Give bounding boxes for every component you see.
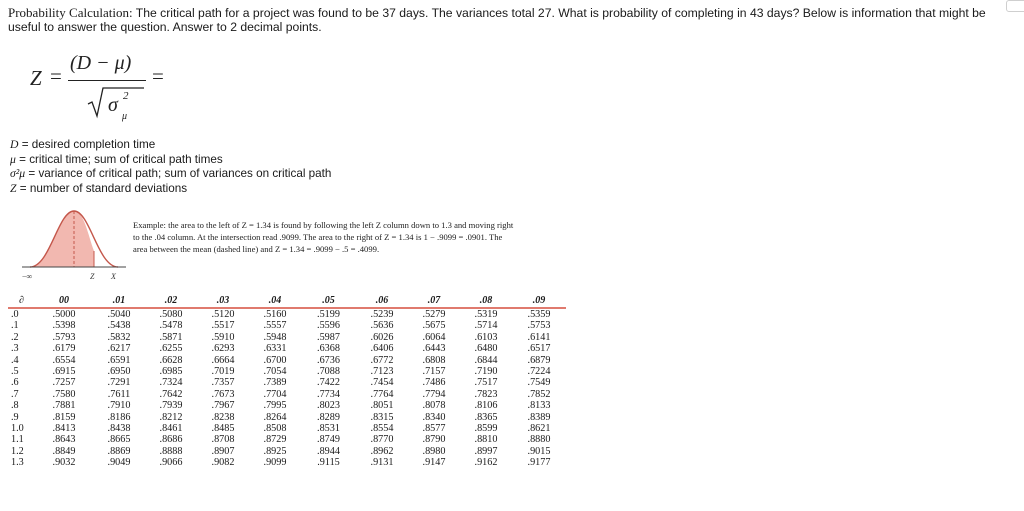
table-cell: .7673	[211, 388, 235, 400]
formula-equals: =	[50, 64, 62, 88]
table-cell: .6517	[527, 343, 551, 355]
table-cell: .8554	[370, 422, 394, 434]
row-z-value: .1	[11, 320, 19, 332]
table-cell: .6141	[527, 331, 551, 343]
table-cell: .5753	[527, 320, 551, 332]
table-cell: .6293	[211, 343, 235, 355]
z-table	[8, 293, 566, 468]
column-header: .01	[93, 293, 145, 308]
formula-trailing-equals: =	[152, 64, 164, 88]
table-row	[8, 366, 566, 377]
table-cell: .8810	[474, 434, 498, 446]
column-header: .04	[249, 293, 301, 308]
table-cell: .7734	[317, 388, 340, 400]
row-z-value: 1.3	[11, 457, 24, 469]
table-cell: .8997	[474, 445, 498, 457]
table-cell: .8264	[263, 411, 287, 423]
table-cell: .8907	[211, 445, 235, 457]
table-row	[8, 389, 566, 400]
table-cell: .8212	[159, 411, 183, 423]
table-row	[8, 434, 566, 445]
table-cell: .8315	[370, 411, 394, 423]
table-cell: .7088	[317, 365, 340, 377]
table-cell: .8413	[52, 422, 76, 434]
table-cell: .8980	[422, 445, 446, 457]
row-z-value: .3	[11, 343, 19, 355]
row-z-value: .5	[11, 365, 19, 377]
row-z-value: 1.2	[11, 445, 24, 457]
table-cell: .5517	[211, 320, 235, 332]
table-cell: .6443	[422, 343, 446, 355]
table-cell: .7580	[52, 388, 76, 400]
table-cell: .9032	[52, 457, 76, 469]
table-cell: .8880	[527, 434, 551, 446]
table-cell: .7704	[263, 388, 287, 400]
table-cell: .7823	[474, 388, 498, 400]
row-z-value: 1.1	[11, 434, 24, 446]
row-z-value: .9	[11, 411, 19, 423]
column-header: .07	[408, 293, 460, 308]
table-cell: .8888	[159, 445, 183, 457]
table-cell: .7454	[370, 377, 394, 389]
table-cell: .7019	[211, 365, 235, 377]
table-cell: .5359	[527, 309, 551, 320]
question-label: Probability Calculation:	[8, 5, 133, 20]
table-cell: .7881	[52, 400, 76, 412]
table-cell: .5160	[263, 309, 287, 320]
x-axis-label: X	[111, 272, 116, 281]
table-row	[8, 457, 566, 468]
table-cell: .8159	[52, 411, 76, 423]
table-cell: .8186	[107, 411, 131, 423]
table-cell: .5948	[263, 331, 287, 343]
table-cell: .8770	[370, 434, 394, 446]
table-cell: .9015	[527, 445, 551, 457]
row-z-value: .6	[11, 377, 19, 389]
table-cell: .7291	[107, 377, 131, 389]
table-cell: .5557	[263, 320, 287, 332]
column-header: 00	[35, 293, 93, 308]
table-cell: .9066	[159, 457, 183, 469]
table-cell: .5478	[159, 320, 183, 332]
table-cell: .8925	[263, 445, 287, 457]
table-cell: .5596	[317, 320, 340, 332]
table-cell: .9162	[474, 457, 498, 469]
table-cell: .6950	[107, 365, 131, 377]
table-cell: .8051	[370, 400, 394, 412]
table-cell: .8621	[527, 422, 551, 434]
column-header: .02	[145, 293, 197, 308]
table-body	[8, 308, 566, 468]
table-cell: .8389	[527, 411, 551, 423]
sigma-subscript: μ	[122, 111, 128, 122]
table-cell: .9049	[107, 457, 131, 469]
table-row	[8, 332, 566, 343]
table-cell: .7910	[107, 400, 131, 412]
table-cell: .9147	[422, 457, 446, 469]
table-cell: .6628	[159, 354, 183, 366]
table-cell: .7257	[52, 377, 76, 389]
table-cell: .5398	[52, 320, 76, 332]
table-cell: .8599	[474, 422, 498, 434]
definition-z: Z = number of standard deviations	[10, 181, 188, 195]
table-cell: .5279	[422, 309, 446, 320]
table-cell: .7054	[263, 365, 287, 377]
example-text: Example: the area to the left of Z = 1.34 is found by following the left Z column down to 1.3 and moving right to the .04 column. At the intersection read .9099. The area to the right of Z = 1.34 is 1 − .9099 = .0901. The area between the mean (dashed line) and Z = 1.34 = .9099 − .5 = .4099.	[133, 220, 514, 254]
table-cell: .8238	[211, 411, 235, 423]
table-cell: .7422	[317, 377, 340, 389]
table-cell: .6064	[422, 331, 446, 343]
table-cell: .6554	[52, 354, 76, 366]
table-cell: .7611	[107, 388, 131, 400]
table-cell: .8133	[527, 400, 551, 412]
table-cell: .7389	[263, 377, 287, 389]
z-axis-label: Z	[90, 272, 95, 281]
neg-infinity-label: −∞	[22, 272, 33, 281]
table-cell: .8023	[317, 400, 340, 412]
table-cell: .5871	[159, 331, 183, 343]
table-cell: .6808	[422, 354, 446, 366]
z-formula	[30, 50, 170, 130]
table-cell: .7324	[159, 377, 183, 389]
table-row	[8, 343, 566, 354]
table-cell: .5040	[107, 309, 131, 320]
table-row	[8, 377, 566, 388]
table-cell: .6480	[474, 343, 498, 355]
sigma-symbol: σ	[108, 94, 118, 116]
table-cell: .7123	[370, 365, 394, 377]
formula-numerator: (D − μ)	[70, 52, 132, 74]
question-text	[8, 6, 1008, 34]
table-cell: .5319	[474, 309, 498, 320]
table-cell: .7642	[159, 388, 183, 400]
row-z-value: 1.0	[11, 422, 24, 434]
table-cell: .6879	[527, 354, 551, 366]
table-cell: .6700	[263, 354, 287, 366]
table-cell: .6844	[474, 354, 498, 366]
definition-mu: μ = critical time; sum of critical path times	[10, 152, 223, 166]
table-cell: .8438	[107, 422, 131, 434]
row-z-value: .8	[11, 400, 19, 412]
table-cell: .5636	[370, 320, 394, 332]
column-header: .09	[512, 293, 566, 308]
table-cell: .8340	[422, 411, 446, 423]
table-cell: .9131	[370, 457, 394, 469]
table-cell: .6255	[159, 343, 183, 355]
table-cell: .8665	[107, 434, 131, 446]
table-cell: .8729	[263, 434, 287, 446]
definition-variance: σ²μ = variance of critical path; sum of variances on critical path	[10, 167, 332, 180]
row-z-value: .2	[11, 331, 19, 343]
row-z-value: .4	[11, 354, 19, 366]
table-cell: .8944	[317, 445, 340, 457]
table-cell: .5987	[317, 331, 340, 343]
table-cell: .6103	[474, 331, 498, 343]
table-cell: .7967	[211, 400, 235, 412]
table-cell: .5000	[52, 309, 76, 320]
table-cell: .5199	[317, 309, 340, 320]
table-cell: .9177	[527, 457, 551, 469]
table-header-row	[8, 293, 566, 308]
table-cell: .7190	[474, 365, 498, 377]
table-cell: .6331	[263, 343, 287, 355]
formula-z: Z	[30, 66, 42, 90]
table-cell: .8962	[370, 445, 394, 457]
formula-denominator	[86, 82, 146, 122]
table-cell: .8577	[422, 422, 446, 434]
normal-curve-illustration	[22, 205, 132, 283]
table-cell: .6026	[370, 331, 394, 343]
table-cell: .8531	[317, 422, 340, 434]
table-cell: .7486	[422, 377, 446, 389]
table-cell: .8461	[159, 422, 183, 434]
table-cell: .8708	[211, 434, 235, 446]
definitions-list	[10, 138, 331, 196]
table-cell: .9099	[263, 457, 287, 469]
table-cell: .8849	[52, 445, 76, 457]
table-cell: .6179	[52, 343, 76, 355]
table-cell: .7794	[422, 388, 446, 400]
table-cell: .8078	[422, 400, 446, 412]
table-row	[8, 320, 566, 331]
table-cell: .8643	[52, 434, 76, 446]
table-row	[8, 355, 566, 366]
table-cell: .7517	[474, 377, 498, 389]
table-cell: .6985	[159, 365, 183, 377]
table-cell: .6591	[107, 354, 131, 366]
column-header: .06	[356, 293, 408, 308]
table-cell: .5239	[370, 309, 394, 320]
table-cell: .6217	[107, 343, 131, 355]
table-cell: .6736	[317, 354, 340, 366]
table-cell: .7357	[211, 377, 235, 389]
column-header: .05	[301, 293, 356, 308]
table-cell: .5438	[107, 320, 131, 332]
definition-d: D = desired completion time	[10, 138, 156, 151]
table-row	[8, 308, 566, 320]
table-cell: .8485	[211, 422, 235, 434]
table-row	[8, 446, 566, 457]
table-cell: .8365	[474, 411, 498, 423]
table-cell: .6772	[370, 354, 394, 366]
table-cell: .8289	[317, 411, 340, 423]
table-cell: .5675	[422, 320, 446, 332]
table-cell: .7224	[527, 365, 551, 377]
table-cell: .5910	[211, 331, 235, 343]
table-cell: .8790	[422, 434, 446, 446]
table-cell: .7157	[422, 365, 446, 377]
table-cell: .8106	[474, 400, 498, 412]
table-cell: .8508	[263, 422, 287, 434]
column-header: .03	[197, 293, 249, 308]
table-cell: .5832	[107, 331, 131, 343]
table-cell: .6915	[52, 365, 76, 377]
question-body: The critical path for a project was found to be 37 days. The variances total 27. What is probability of completing in 43 days? Below is information that might be useful to answer the question. Answer to 2 decimal points.	[8, 6, 986, 34]
table-cell: .5714	[474, 320, 498, 332]
table-cell: .8869	[107, 445, 131, 457]
table-row	[8, 412, 566, 423]
table-cell: .7764	[370, 388, 394, 400]
table-cell: .7852	[527, 388, 551, 400]
row-z-value: .7	[11, 388, 19, 400]
table-cell: .6406	[370, 343, 394, 355]
table-cell: .7939	[159, 400, 183, 412]
column-header: .08	[460, 293, 512, 308]
table-cell: .6368	[317, 343, 340, 355]
table-cell: .8686	[159, 434, 183, 446]
table-row	[8, 400, 566, 411]
window-corner	[1006, 0, 1024, 12]
table-cell: .7995	[263, 400, 287, 412]
table-cell: .5080	[159, 309, 183, 320]
table-corner-symbol: ∂	[8, 293, 35, 308]
table-cell: .9082	[211, 457, 235, 469]
sigma-exponent: 2	[123, 90, 129, 102]
table-cell: .9115	[317, 457, 340, 469]
table-cell: .8749	[317, 434, 340, 446]
row-z-value: .0	[11, 309, 19, 320]
table-row	[8, 423, 566, 434]
table-cell: .6664	[211, 354, 235, 366]
table-cell: .5120	[211, 309, 235, 320]
table-cell: .5793	[52, 331, 76, 343]
table-cell: .7549	[527, 377, 551, 389]
